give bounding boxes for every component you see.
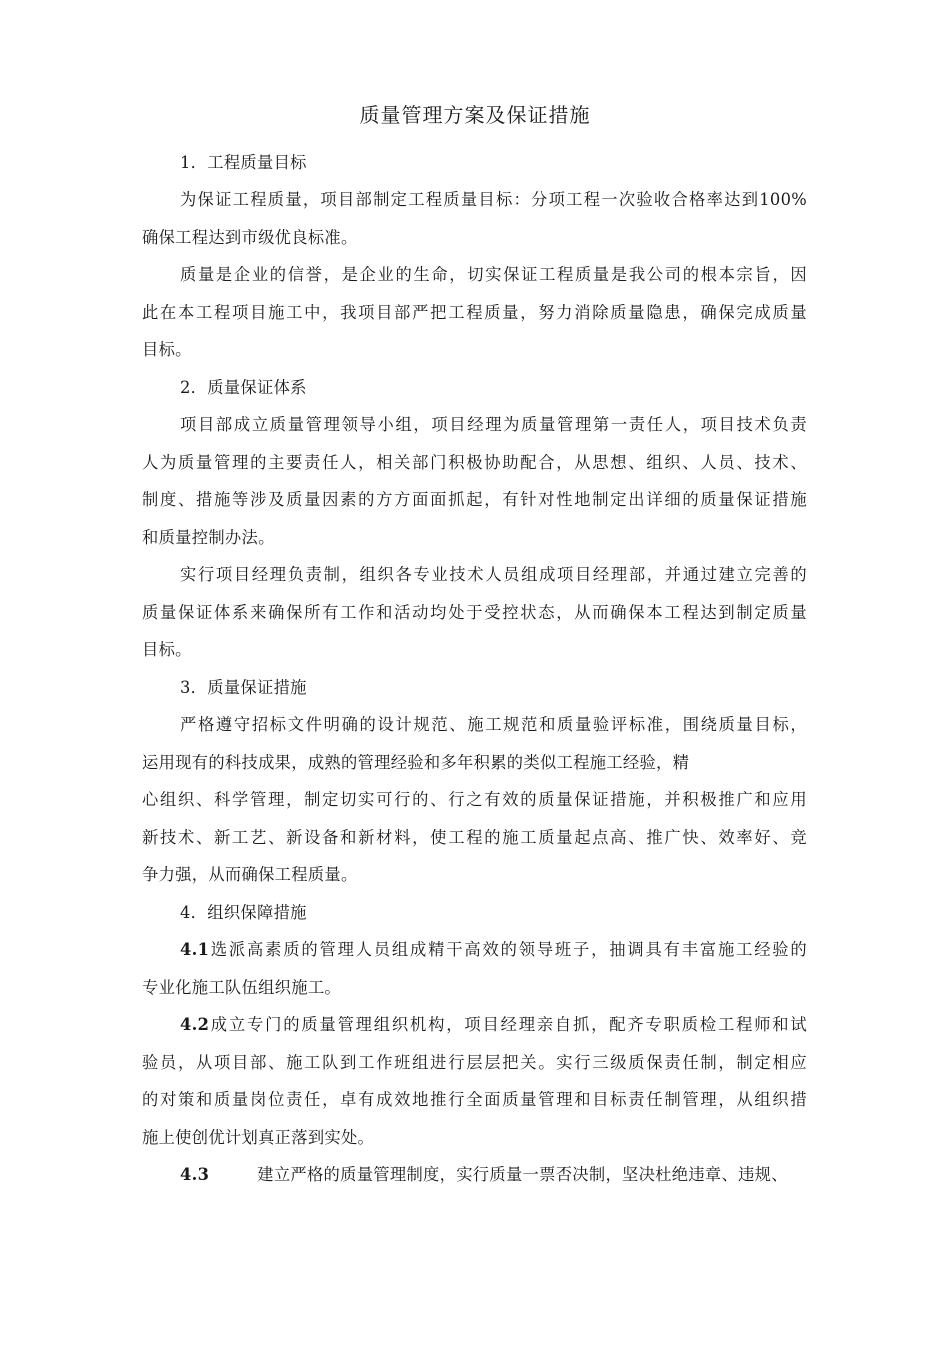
paragraph-line: 验员，从项目部、施工队到工作班组进行层层把关。实行三级质保责任制，制定相应: [142, 1053, 807, 1072]
section-heading-2: 2．质量保证体系: [180, 378, 307, 397]
item-text: 建立严格的质量管理制度，实行质量一票否决制，坚决杜绝违章、违规、: [257, 1165, 788, 1184]
paragraph-line: 目标。: [142, 340, 192, 359]
paragraph-line: 专业化施工队伍组织施工。: [142, 978, 341, 997]
item-number: 4.2: [180, 1015, 210, 1034]
section-heading-1: 1．工程质量目标: [180, 153, 307, 172]
paragraph-line: 质量保证体系来确保所有工作和活动均处于受控状态，从而确保本工程达到制定质量: [142, 603, 807, 622]
item-text: 成立专门的质量管理组织机构，项目经理亲自抓，配齐专职质检工程师和试: [209, 1015, 807, 1034]
paragraph-line: 制度、措施等涉及质量因素的方方面面抓起，有针对性地制定出详细的质量保证措施: [142, 490, 807, 509]
paragraph-line: 心组织、科学管理，制定切实可行的、行之有效的质量保证措施，并积极推广和应用: [142, 790, 807, 809]
page-title: 质量管理方案及保证措施: [359, 103, 591, 127]
section-heading-3: 3．质量保证措施: [180, 678, 307, 697]
list-item-4-1: [180, 938, 807, 962]
paragraph-line: 争力强，从而确保工程质量。: [142, 865, 358, 884]
paragraph-line: 的对策和质量岗位责任，卓有成效地推行全面质量管理和目标责任制管理，从组织措: [142, 1090, 807, 1109]
paragraph-line: 为保证工程质量，项目部制定工程质量目标：分项工程一次验收合格率达到100%: [180, 190, 807, 209]
item-number: 4.3: [180, 1165, 210, 1184]
paragraph-line: 实行项目经理负责制，组织各专业技术人员组成项目经理部，并通过建立完善的: [180, 565, 807, 584]
item-number: 4.1: [180, 940, 210, 959]
paragraph-line: 严格遵守招标文件明确的设计规范、施工规范和质量验评标准，围绕质量目标，: [180, 715, 807, 734]
item-text: 选派高素质的管理人员组成精干高效的领导班子，抽调具有丰富施工经验的: [209, 940, 807, 959]
paragraph-line: 和质量控制办法。: [142, 528, 275, 547]
paragraph-line: 运用现有的科技成果，成熟的管理经验和多年积累的类似工程施工经验，精: [142, 753, 690, 772]
paragraph-line: 新技术、新工艺、新设备和新材料，使工程的施工质量起点高、推广快、效率好、竞: [142, 828, 807, 847]
list-item-4-3: [180, 1163, 807, 1187]
section-heading-4: 4．组织保障措施: [180, 903, 307, 922]
paragraph-line: 人为质量管理的主要责任人，相关部门积极协助配合，从思想、组织、人员、技术、: [142, 453, 807, 472]
paragraph-line: 此在本工程项目施工中，我项目部严把工程质量，努力消除质量隐患，确保完成质量: [142, 303, 807, 322]
paragraph-line: 施上使创优计划真正落到实处。: [142, 1128, 375, 1147]
paragraph-line: 确保工程达到市级优良标准。: [142, 228, 358, 247]
paragraph-line: 质量是企业的信誉，是企业的生命，切实保证工程质量是我公司的根本宗旨，因: [180, 265, 807, 284]
list-item-4-2: [180, 1013, 807, 1037]
paragraph-line: 目标。: [142, 640, 192, 659]
paragraph-line: 项目部成立质量管理领导小组，项目经理为质量管理第一责任人，项目技术负责: [180, 415, 807, 434]
